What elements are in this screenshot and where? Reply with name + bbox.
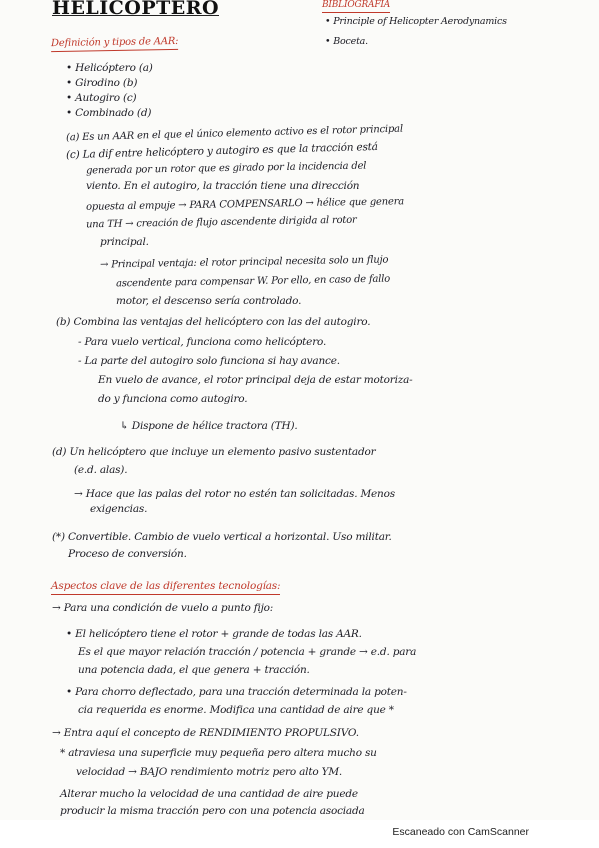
note-line: → Principal ventaja: el rotor principal necesita solo un flujo xyxy=(99,254,389,271)
bibliography-item: • Boceta. xyxy=(325,36,368,47)
note-line: velocidad → BAJO rendimiento motriz pero alto YM. xyxy=(76,766,343,778)
note-line: → Para una condición de vuelo a punto fijo: xyxy=(52,602,274,614)
note-line: Proceso de conversión. xyxy=(68,548,187,560)
bibliography-heading: BIBLIOGRAFÍA xyxy=(322,0,390,13)
section-heading: Definición y tipos de AAR: xyxy=(51,35,179,52)
note-line: (d) Un helicóptero que incluye un elemento pasivo sustentador xyxy=(52,446,376,458)
note-line: do y funciona como autogiro. xyxy=(98,393,248,405)
list-item: • Combinado (d) xyxy=(66,107,152,119)
note-line: - Para vuelo vertical, funciona como helicóptero. xyxy=(78,336,327,348)
note-line: producir la misma tracción pero con una potencia asociada xyxy=(60,805,365,817)
note-line: Es el que mayor relación tracción / potencia + grande → e.d. para xyxy=(78,646,417,658)
note-line: • El helicóptero tiene el rotor + grande de todas las AAR. xyxy=(66,628,362,640)
note-line: principal. xyxy=(100,236,149,248)
note-line: ↳ Dispone de hélice tractora (TH). xyxy=(120,420,298,432)
note-line: → Entra aquí el concepto de RENDIMIENTO PROPULSIVO. xyxy=(52,727,359,739)
note-line: cia requerida es enorme. Modifica una cantidad de aire que * xyxy=(78,704,394,716)
list-item: • Helicóptero (a) xyxy=(66,62,153,74)
note-line: motor, el descenso sería controlado. xyxy=(116,295,302,307)
note-line: (e.d. alas). xyxy=(74,464,128,476)
bibliography-item: • Principle of Helicopter Aerodynamics xyxy=(325,16,507,27)
note-line: una TH → creación de flujo ascendente dirigida al rotor xyxy=(85,214,357,231)
note-line: (*) Convertible. Cambio de vuelo vertical a horizontal. Uso militar. xyxy=(52,531,392,543)
list-item: • Girodino (b) xyxy=(66,77,138,89)
note-line: opuesta al empuje → PARA COMPENSARLO → hélice que genera xyxy=(85,196,405,213)
note-line: - La parte del autogiro solo funciona si hay avance. xyxy=(78,355,340,367)
note-line: una potencia dada, el que genera + tracción. xyxy=(78,664,310,676)
note-line: ascendente para compensar W. Por ello, en caso de fallo xyxy=(115,273,391,290)
note-line: → Hace que las palas del rotor no estén tan solicitadas. Menos xyxy=(74,488,395,500)
note-line: generada por un rotor que es girado por la incidencia del xyxy=(85,160,367,177)
note-line: (b) Combina las ventajas del helicóptero con las del autogiro. xyxy=(56,316,371,328)
scanner-watermark: Escaneado con CamScanner xyxy=(392,826,529,838)
page-title: HELICOPTERO xyxy=(52,0,220,19)
note-line: • Para chorro deflectado, para una tracción determinada la poten- xyxy=(66,686,407,698)
note-line: En vuelo de avance, el rotor principal deja de estar motoriza- xyxy=(98,374,413,386)
note-line: (a) Es un AAR en el que el único elemento activo es el rotor principal xyxy=(65,123,404,144)
note-line: viento. En el autogiro, la tracción tiene una dirección xyxy=(86,180,360,192)
note-line: * atraviesa una superficie muy pequeña pero altera mucho su xyxy=(60,747,377,759)
note-line: (c) La dif entre helicóptero y autogiro es que la tracción está xyxy=(65,140,378,162)
list-item: • Autogiro (c) xyxy=(66,92,137,104)
note-line: Alterar mucho la velocidad de una cantidad de aire puede xyxy=(60,788,358,800)
note-line: exigencias. xyxy=(90,503,148,515)
section-heading: Aspectos clave de las diferentes tecnologías: xyxy=(51,580,280,595)
